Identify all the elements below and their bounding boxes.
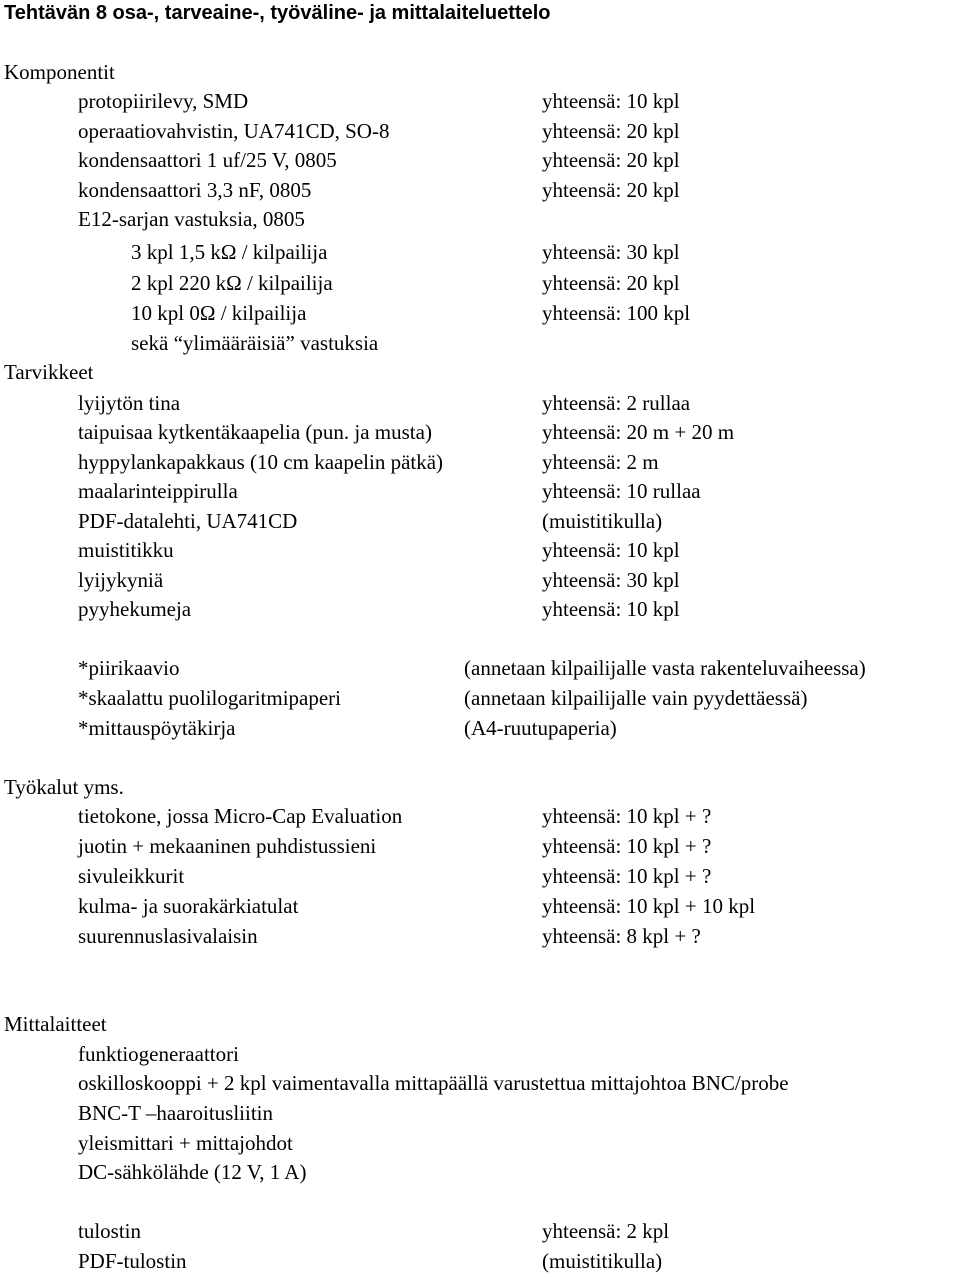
page-title: Tehtävän 8 osa-, tarveaine-, työväline- ja mittalaiteluettelo (4, 2, 551, 24)
list-item-qty: yhteensä: 10 rullaa (542, 479, 701, 503)
section-heading-tyokalut: Työkalut yms. (4, 775, 124, 799)
list-item-qty: yhteensä: 10 kpl (542, 597, 680, 621)
list-item-qty: yhteensä: 2 rullaa (542, 391, 691, 415)
list-item-qty: yhteensä: 20 m + 20 m (542, 420, 735, 444)
sub-item-name: 3 kpl 1,5 kΩ / kilpailija (131, 240, 328, 264)
section-heading-komponentit: Komponentit (4, 60, 115, 84)
list-item-qty: (muistitikulla) (542, 1249, 663, 1273)
sub-item-name: 10 kpl 0Ω / kilpailija (131, 301, 307, 325)
list-item-qty: yhteensä: 10 kpl (542, 538, 680, 562)
section-heading-mittalaitteet: Mittalaitteet (4, 1012, 107, 1036)
sub-item-name: sekä “ylimääräisiä” vastuksia (131, 331, 379, 355)
list-item-name: tulostin (78, 1219, 142, 1243)
note-item-name: *mittauspöytäkirja (78, 716, 236, 740)
sub-item-qty: yhteensä: 100 kpl (542, 301, 691, 325)
list-item-name: kulma- ja suorakärkiatulat (78, 894, 299, 918)
list-item-qty: yhteensä: 10 kpl (542, 89, 680, 113)
list-item-qty: yhteensä: 10 kpl + ? (542, 864, 712, 888)
sub-item-name: 2 kpl 220 kΩ / kilpailija (131, 271, 333, 295)
list-item-name: PDF-datalehti, UA741CD (78, 509, 298, 533)
list-item-qty: yhteensä: 2 m (542, 450, 659, 474)
list-item-name: yleismittari + mittajohdot (78, 1131, 293, 1155)
list-item-name: DC-sähkölähde (12 V, 1 A) (78, 1160, 307, 1184)
sub-item-qty: yhteensä: 30 kpl (542, 240, 680, 264)
list-item-name: kondensaattori 1 uf/25 V, 0805 (78, 148, 337, 172)
note-item-text: (annetaan kilpailijalle vasta rakenteluvaiheessa) (464, 656, 866, 680)
list-item-qty: yhteensä: 20 kpl (542, 148, 680, 172)
list-item-name: tietokone, jossa Micro-Cap Evaluation (78, 804, 403, 828)
list-item-name: suurennuslasivalaisin (78, 924, 258, 948)
list-item-qty: yhteensä: 20 kpl (542, 178, 680, 202)
list-item-qty: yhteensä: 20 kpl (542, 119, 680, 143)
list-item-name: PDF-tulostin (78, 1249, 187, 1273)
list-item-qty: yhteensä: 8 kpl + ? (542, 924, 701, 948)
list-item-name: juotin + mekaaninen puhdistussieni (78, 834, 377, 858)
list-item-name: lyijytön tina (78, 391, 181, 415)
list-item-name: funktiogeneraattori (78, 1042, 239, 1066)
list-item-name: taipuisaa kytkentäkaapelia (pun. ja musta) (78, 420, 432, 444)
note-item-text: (A4-ruutupaperia) (464, 716, 617, 740)
note-item-name: *piirikaavio (78, 656, 180, 680)
list-item-name: kondensaattori 3,3 nF, 0805 (78, 178, 312, 202)
note-item-name: *skaalattu puolilogaritmipaperi (78, 686, 342, 710)
sub-item-qty: yhteensä: 20 kpl (542, 271, 680, 295)
note-item-text: (annetaan kilpailijalle vain pyydettäessä) (464, 686, 808, 710)
section-heading-tarvikkeet: Tarvikkeet (4, 360, 94, 384)
list-item-name: BNC-T –haaroitusliitin (78, 1101, 274, 1125)
list-item-qty: yhteensä: 10 kpl + 10 kpl (542, 894, 756, 918)
list-item-name: maalarinteippirulla (78, 479, 238, 503)
list-item-name: pyyhekumeja (78, 597, 192, 621)
list-item-name: oskilloskooppi + 2 kpl vaimentavalla mittapäällä varustettua mittajohtoa BNC/probe (78, 1071, 789, 1095)
list-item-name: lyijykyniä (78, 568, 164, 592)
list-item-qty: yhteensä: 10 kpl + ? (542, 804, 712, 828)
list-item-qty: yhteensä: 10 kpl + ? (542, 834, 712, 858)
list-item-qty: yhteensä: 2 kpl (542, 1219, 670, 1243)
list-item-name: E12-sarjan vastuksia, 0805 (78, 207, 305, 231)
list-item-name: muistitikku (78, 538, 174, 562)
list-item-name: sivuleikkurit (78, 864, 185, 888)
list-item-name: operaatiovahvistin, UA741CD, SO-8 (78, 119, 390, 143)
list-item-name: protopiirilevy, SMD (78, 89, 249, 113)
list-item-qty: (muistitikulla) (542, 509, 663, 533)
list-item-qty: yhteensä: 30 kpl (542, 568, 680, 592)
list-item-name: hyppylankapakkaus (10 cm kaapelin pätkä) (78, 450, 444, 474)
